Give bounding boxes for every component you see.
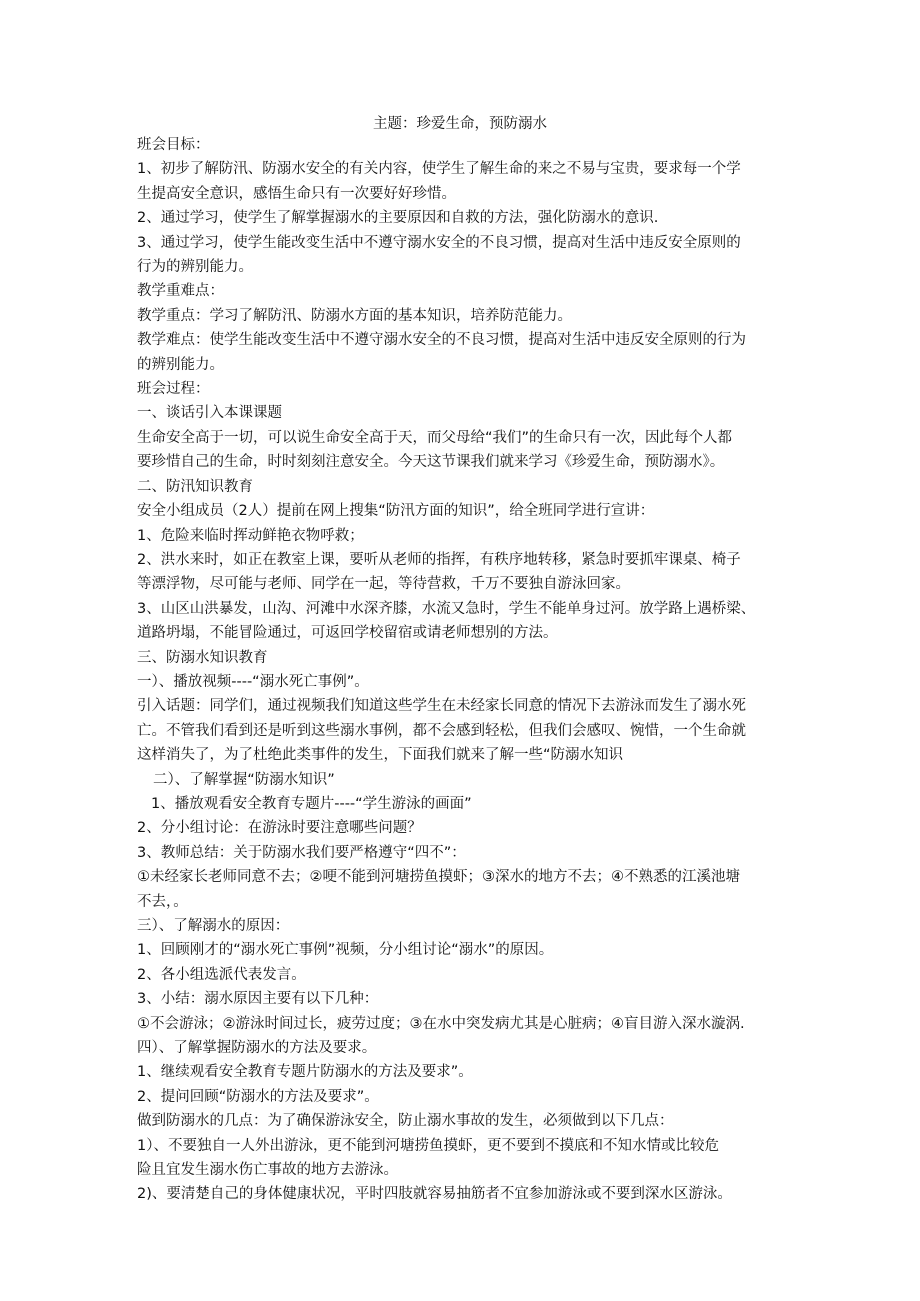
text-line: 一）、播放视频----“溺水死亡事例”。	[137, 673, 369, 690]
text-line: 做到防溺水的几点：为了确保游泳安全，防止溺水事故的发生，必须做到以下几点：	[137, 1113, 674, 1130]
text-line: 险且宜发生溺水伤亡事故的地方去游泳。	[137, 1162, 398, 1179]
text-line: 2、提问回顾“防溺水的方法及要求”。	[137, 1088, 379, 1105]
text-line: 3、山区山洪暴发，山沟、河滩中水深齐膝，水流又急时，学生不能单身过河。放学路上遇桥梁、	[137, 600, 756, 617]
text-line: 3、通过学习，使学生能改变生活中不遵守溺水安全的不良习惯，提高对生活中违反安全原则的	[137, 234, 741, 251]
text-line: 教学重难点：	[137, 283, 224, 300]
document-body	[137, 133, 787, 1207]
text-line: 三）、了解溺水的原因：	[137, 918, 290, 934]
text-line: 二）、了解掌握“防溺水知识”	[153, 771, 335, 788]
text-line: 2、分小组讨论：在游泳时要注意哪些问题？	[137, 820, 422, 837]
text-line: 等漂浮物，尽可能与老师、同学在一起，等待营救，千万不要独自游泳回家。	[137, 576, 630, 593]
text-line: 1、继续观看安全教育专题片防溺水的方法及要求”。	[137, 1064, 473, 1081]
text-line: 要珍惜自己的生命，时时刻刻注意安全。今天这节课我们就来学习《珍爱生命，预防溺水》。	[137, 454, 725, 471]
text-line: 教学重点：学习了解防汛、防溺水方面的基本知识，培养防范能力。	[137, 307, 572, 324]
text-line: 安全小组成员（2人）提前在网上搜集“防汛方面的知识”，给全班同学进行宣讲：	[137, 503, 655, 520]
text-line: 1、回顾刚才的“溺水死亡事例”视频，分小组讨论“溺水”的原因。	[137, 942, 554, 959]
text-line: 1、播放观看安全教育专题片----“学生游泳的画面”	[151, 795, 472, 812]
text-line: 2、通过学习，使学生了解掌握溺水的主要原因和自救的方法，强化防溺水的意识.	[137, 210, 659, 227]
text-line: 亡。不管我们看到还是听到这些溺水事例，都不会感到轻松，但我们会感叹、惋惜，一个生命就	[137, 722, 746, 739]
text-line: 3、教师总结：关于防溺水我们要严格遵守“四不”：	[137, 844, 466, 861]
text-line: 班会目标：	[137, 137, 210, 153]
text-line: 3、小结：溺水原因主要有以下几种：	[137, 991, 379, 1008]
text-line: 三、防溺水知识教育	[137, 649, 268, 666]
text-line: 的辨别能力。	[137, 356, 224, 373]
text-line: 一、谈话引入本课课题	[137, 405, 282, 422]
text-line: 教学难点：使学生能改变生活中不遵守溺水安全的不良习惯，提高对生活中违反安全原则的行为	[137, 332, 746, 349]
text-line: 引入话题：同学们，通过视频我们知道这些学生在未经家长同意的情况下去游泳而发生了溺水死	[137, 698, 746, 715]
text-line: 2、各小组选派代表发言。	[137, 966, 306, 983]
text-line: ①不会游泳；②游泳时间过长，疲劳过度；③在水中突发病尤其是心脏病；④盲目游入深水漩涡.	[137, 1015, 745, 1032]
text-line: 1、危险来临时挥动鲜艳衣物呼救；	[137, 527, 364, 544]
text-line: 生提高安全意识，感悟生命只有一次要好好珍惜。	[137, 185, 456, 202]
text-line: 四）、了解掌握防溺水的方法及要求。	[137, 1040, 377, 1057]
text-line: 2、洪水来时，如正在教室上课，要听从老师的指挥，有秩序地转移，紧急时要抓牢课桌、椅子	[137, 551, 741, 568]
text-line: 1、初步了解防汛、防溺水安全的有关内容，使学生了解生命的来之不易与宝贵，要求每一个学	[137, 161, 741, 178]
text-line: 1）、不要独自一人外出游泳，更不能到河塘捞鱼摸虾，更不要到不摸底和不知水情或比较危	[137, 1137, 719, 1154]
text-line: 不去，。	[137, 893, 188, 910]
text-line: 2)、要清楚自己的身体健康状况，平时四肢就容易抽筋者不宜参加游泳或不要到深水区游泳。	[137, 1186, 732, 1203]
text-line: 行为的辨别能力。	[137, 259, 253, 276]
text-line: 道路坍塌，不能冒险通过，可返回学校留宿或请老师想别的方法。	[137, 625, 558, 642]
text-line: 生命安全高于一切，可以说生命安全高于天，而父母给“我们”的生命只有一次，因此每个人都	[137, 429, 733, 446]
document-title: 主题：珍爱生命，预防溺水	[373, 116, 547, 132]
text-line: 班会过程：	[137, 381, 210, 398]
text-line: 这样消失了，为了杜绝此类事件的发生，下面我们就来了解一些“防溺水知识	[137, 747, 624, 764]
text-line: ①未经家长老师同意不去；②哽不能到河塘捞鱼摸虾；③深水的地方不去；④不熟悉的江溪池塘	[137, 869, 740, 886]
text-line: 二、防汛知识教育	[137, 478, 253, 495]
